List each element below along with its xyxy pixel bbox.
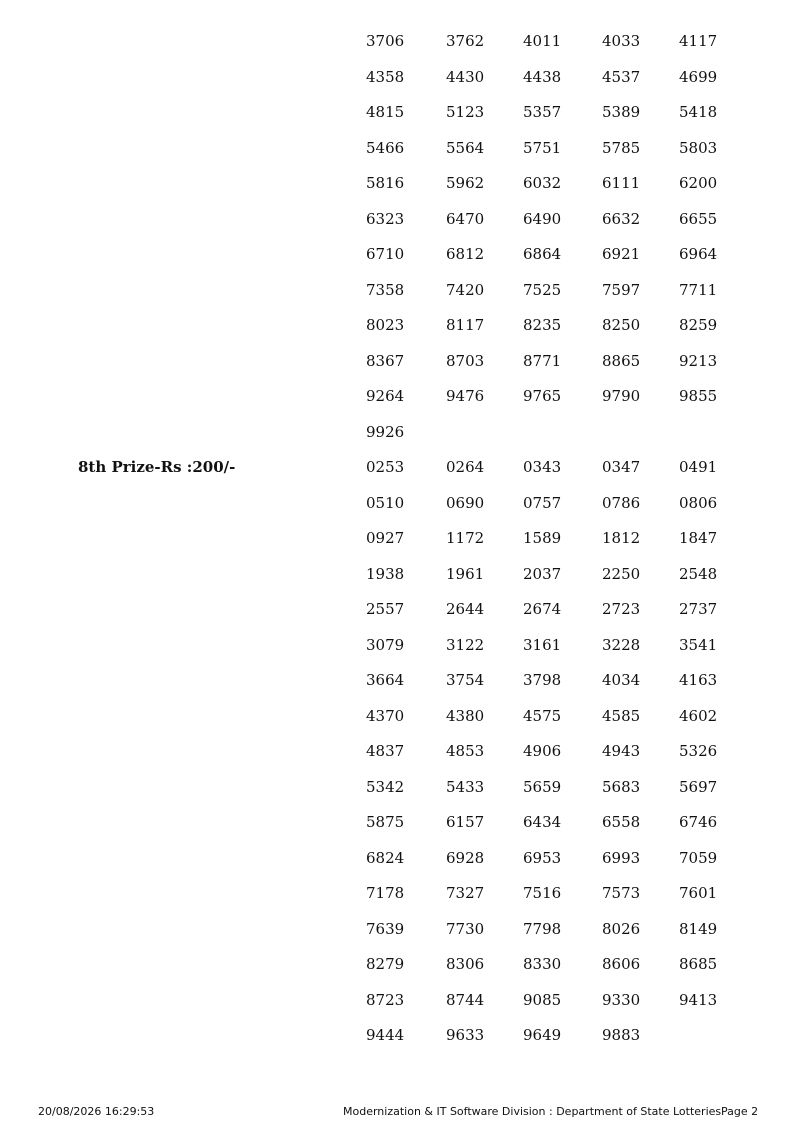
winning-number: 7573 — [602, 884, 641, 902]
winning-number: 5785 — [602, 138, 641, 157]
footer-division: Modernization & IT Software Division : Department of State Lotteries — [343, 1105, 722, 1118]
winning-number: 6864 — [523, 245, 562, 263]
winning-number: 6111 — [602, 174, 641, 192]
winning-number: 8023 — [366, 316, 405, 334]
winning-number: 0347 — [602, 458, 641, 476]
winning-number: 5418 — [679, 103, 718, 121]
winning-number: 5683 — [602, 777, 641, 796]
winning-number: 8306 — [446, 955, 485, 973]
winning-number: 6558 — [602, 813, 641, 831]
winning-number: 6470 — [446, 209, 485, 228]
winning-number: 3228 — [602, 635, 641, 654]
number-row — [0, 598, 800, 620]
winning-number: 9330 — [602, 990, 641, 1009]
winning-number: 5466 — [366, 138, 405, 157]
winning-number: 3541 — [679, 635, 718, 654]
winning-number: 3161 — [523, 635, 562, 654]
winning-number: 9855 — [679, 387, 718, 405]
winning-number: 6928 — [446, 848, 485, 867]
winning-number: 7358 — [366, 280, 405, 299]
winning-number: 9790 — [602, 387, 641, 405]
winning-number: 8723 — [366, 990, 405, 1009]
winning-number: 8026 — [602, 919, 641, 938]
number-row — [0, 634, 800, 656]
winning-number: 3754 — [446, 671, 485, 689]
winning-number: 9264 — [366, 387, 405, 405]
winning-number: 4815 — [366, 103, 405, 121]
winning-number: 9413 — [679, 990, 718, 1009]
winning-number: 4358 — [366, 67, 405, 86]
winning-number: 1938 — [366, 564, 405, 583]
number-row — [0, 953, 800, 975]
winning-number: 3122 — [446, 635, 485, 654]
winning-number: 4602 — [679, 706, 718, 725]
number-row — [0, 66, 800, 88]
winning-number: 4117 — [679, 32, 718, 50]
number-row — [0, 421, 800, 443]
winning-number: 2250 — [602, 564, 641, 583]
winning-number: 8330 — [523, 955, 562, 973]
winning-number: 0927 — [366, 529, 405, 547]
winning-number: 5342 — [366, 777, 405, 796]
number-row — [0, 882, 800, 904]
number-row — [0, 847, 800, 869]
winning-number: 5659 — [523, 777, 562, 796]
winning-number: 1961 — [446, 564, 485, 583]
winning-number: 7639 — [366, 919, 405, 938]
winning-number: 5357 — [523, 103, 562, 121]
winning-number: 5433 — [446, 777, 485, 796]
winning-number: 8250 — [602, 316, 641, 334]
number-row — [0, 492, 800, 514]
winning-number: 0510 — [366, 493, 405, 512]
number-row — [0, 705, 800, 727]
winning-number: 0264 — [446, 458, 485, 476]
winning-number: 8606 — [602, 955, 641, 973]
winning-number: 6200 — [679, 174, 718, 192]
winning-number: 8279 — [366, 955, 405, 973]
winning-number: 4380 — [446, 706, 485, 725]
winning-number: 6632 — [602, 209, 641, 228]
winning-number: 5803 — [679, 138, 718, 157]
winning-number: 8367 — [366, 351, 405, 370]
winning-number: 4837 — [366, 742, 405, 760]
winning-number: 2548 — [679, 564, 718, 583]
winning-number: 2644 — [446, 600, 485, 618]
winning-number: 7798 — [523, 919, 562, 938]
winning-number: 4575 — [523, 706, 562, 725]
number-row — [0, 101, 800, 123]
winning-number: 3762 — [446, 32, 485, 50]
winning-number: 3706 — [366, 32, 405, 50]
winning-number: 9085 — [523, 990, 562, 1009]
winning-number: 5389 — [602, 103, 641, 121]
winning-number: 6490 — [523, 209, 562, 228]
number-row — [0, 740, 800, 762]
winning-number: 5697 — [679, 777, 718, 796]
winning-number: 5875 — [366, 813, 405, 831]
number-row — [0, 350, 800, 372]
winning-number: 9213 — [679, 351, 718, 370]
number-row — [0, 385, 800, 407]
winning-number: 8149 — [679, 919, 718, 938]
number-row — [0, 30, 800, 52]
winning-number: 2674 — [523, 600, 562, 618]
number-row — [0, 208, 800, 230]
winning-number: 8744 — [446, 990, 485, 1009]
winning-number: 7516 — [523, 884, 562, 902]
winning-number: 6032 — [523, 174, 562, 192]
winning-number: 5326 — [679, 742, 718, 760]
number-row — [0, 172, 800, 194]
winning-number: 4853 — [446, 742, 485, 760]
winning-number: 5123 — [446, 103, 485, 121]
number-row — [0, 669, 800, 691]
winning-number: 6824 — [366, 848, 405, 867]
winning-number: 2037 — [523, 564, 562, 583]
winning-number: 6812 — [446, 245, 485, 263]
footer-page-number: Page 2 — [721, 1105, 759, 1118]
winning-number: 0253 — [366, 458, 405, 476]
winning-number: 8235 — [523, 316, 562, 334]
winning-number: 7525 — [523, 280, 562, 299]
winning-number: 8117 — [446, 316, 485, 334]
number-row — [0, 137, 800, 159]
winning-number: 4033 — [602, 32, 641, 50]
number-row — [0, 456, 800, 478]
winning-number: 9926 — [366, 422, 405, 441]
winning-number: 6953 — [523, 848, 562, 867]
winning-number: 0690 — [446, 493, 485, 512]
number-row — [0, 279, 800, 301]
winning-number: 7711 — [679, 280, 718, 299]
winning-number: 4943 — [602, 742, 641, 760]
winning-number: 9765 — [523, 387, 562, 405]
winning-number: 6710 — [366, 245, 405, 263]
winning-number: 9444 — [366, 1026, 405, 1044]
number-row — [0, 243, 800, 265]
winning-number: 7327 — [446, 884, 485, 902]
winning-number: 7420 — [446, 280, 485, 299]
winning-number: 8259 — [679, 316, 718, 334]
winning-number: 8865 — [602, 351, 641, 370]
winning-number: 4163 — [679, 671, 718, 689]
number-row — [0, 989, 800, 1011]
winning-number: 1847 — [679, 529, 718, 547]
winning-number: 4906 — [523, 742, 562, 760]
winning-number: 2723 — [602, 600, 641, 618]
winning-number: 6746 — [679, 813, 718, 831]
footer-timestamp: 20/08/2026 16:29:53 — [38, 1105, 155, 1118]
number-row — [0, 918, 800, 940]
winning-number: 8771 — [523, 351, 562, 370]
winning-number: 4011 — [523, 32, 562, 50]
winning-number: 3798 — [523, 671, 562, 689]
winning-number: 7730 — [446, 919, 485, 938]
winning-number: 4370 — [366, 706, 405, 725]
winning-number: 4430 — [446, 67, 485, 86]
prize-heading: 8th Prize-Rs :200/- — [78, 458, 236, 476]
number-row — [0, 776, 800, 798]
winning-number: 7601 — [679, 884, 718, 902]
winning-number: 6964 — [679, 245, 718, 263]
winning-number: 7178 — [366, 884, 405, 902]
winning-number: 9476 — [446, 387, 485, 405]
winning-number: 6323 — [366, 209, 405, 228]
winning-number: 1589 — [523, 529, 562, 547]
winning-number: 5816 — [366, 174, 405, 192]
winning-number: 9883 — [602, 1026, 641, 1044]
winning-number: 6655 — [679, 209, 718, 228]
number-row — [0, 314, 800, 336]
winning-number: 4537 — [602, 67, 641, 86]
winning-number: 2557 — [366, 600, 405, 618]
winning-number: 4699 — [679, 67, 718, 86]
winning-number: 5751 — [523, 138, 562, 157]
winning-number: 6434 — [523, 813, 562, 831]
winning-number: 8703 — [446, 351, 485, 370]
winning-number: 0343 — [523, 458, 562, 476]
winning-number: 0806 — [679, 493, 718, 512]
winning-number: 0491 — [679, 458, 718, 476]
winning-number: 7059 — [679, 848, 718, 867]
winning-number: 7597 — [602, 280, 641, 299]
winning-number: 2737 — [679, 600, 718, 618]
winning-number: 9649 — [523, 1026, 562, 1044]
winning-number: 6921 — [602, 245, 641, 263]
winning-number: 4034 — [602, 671, 641, 689]
winning-number: 5962 — [446, 174, 485, 192]
winning-number: 3079 — [366, 635, 405, 654]
number-row — [0, 563, 800, 585]
winning-number: 0786 — [602, 493, 641, 512]
winning-number: 4585 — [602, 706, 641, 725]
winning-number: 9633 — [446, 1026, 485, 1044]
winning-number: 4438 — [523, 67, 562, 86]
winning-number: 0757 — [523, 493, 562, 512]
number-row — [0, 811, 800, 833]
number-row — [0, 527, 800, 549]
winning-number: 8685 — [679, 955, 718, 973]
winning-number: 6993 — [602, 848, 641, 867]
winning-number: 1812 — [602, 529, 641, 547]
winning-number: 1172 — [446, 529, 485, 547]
winning-number: 6157 — [446, 813, 485, 831]
winning-number: 3664 — [366, 671, 405, 689]
number-row — [0, 1024, 800, 1046]
winning-number: 5564 — [446, 138, 485, 157]
